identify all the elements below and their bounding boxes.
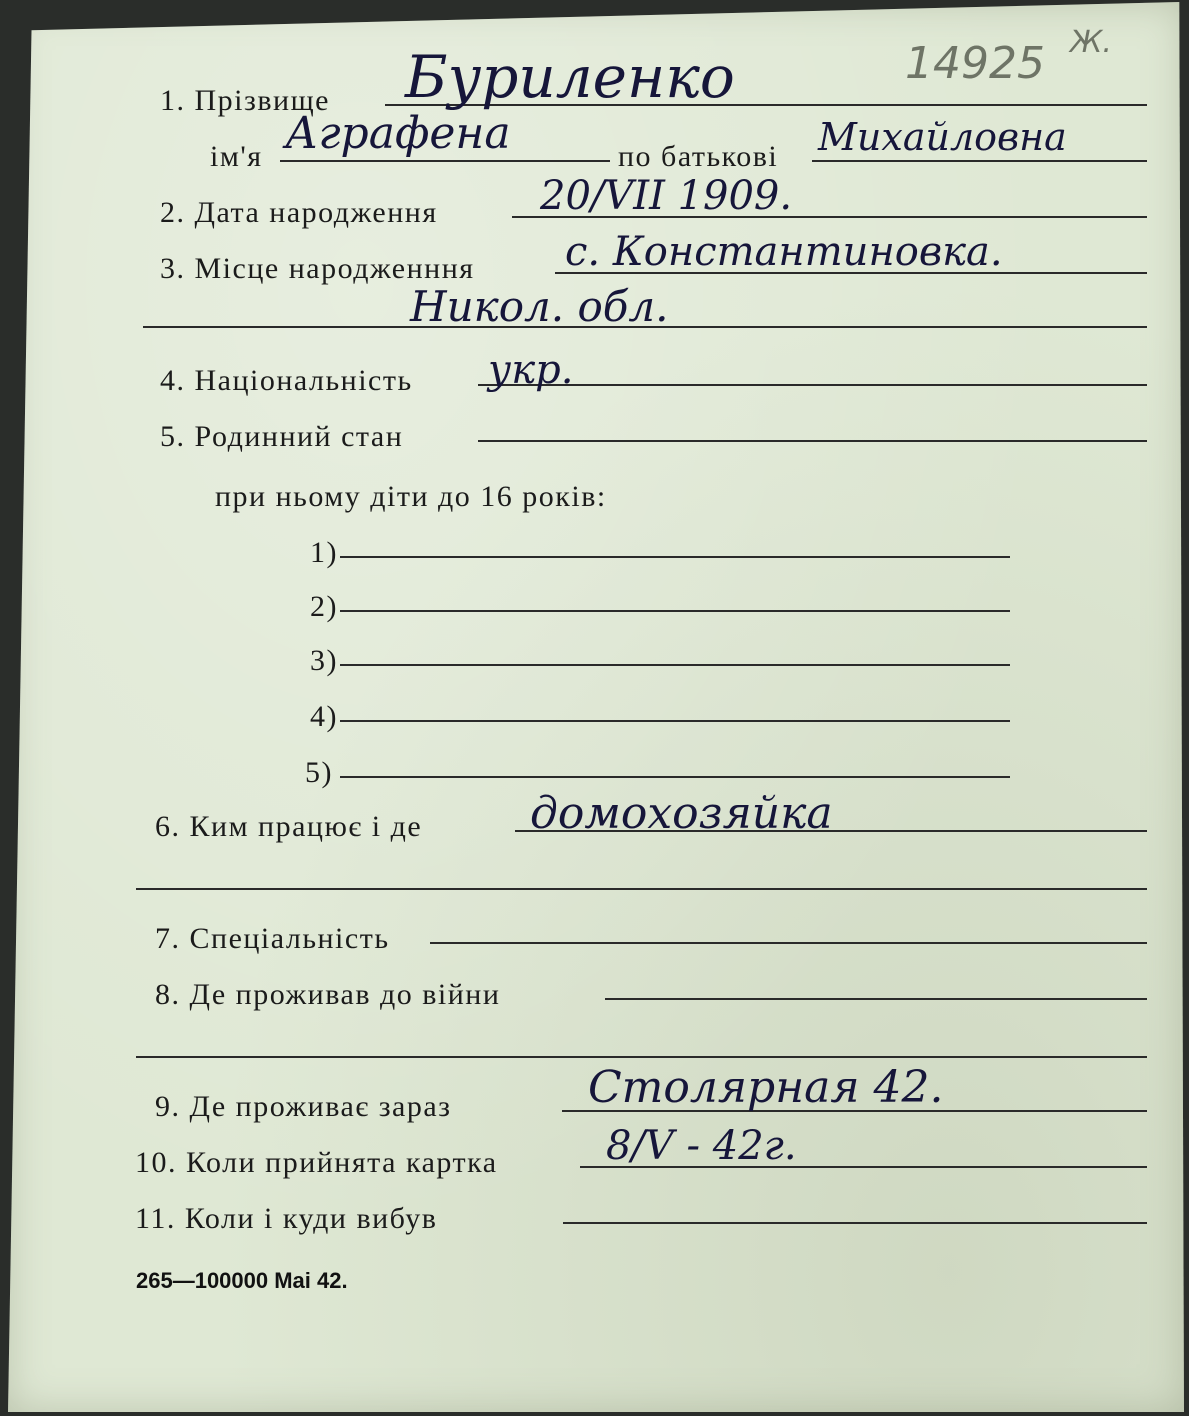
archive-number: 14925 [905, 38, 1045, 89]
hw-name: Аграфена [285, 108, 511, 159]
label-birth-place: 3. Місце народженння [160, 252, 475, 285]
label-prewar-residence: 8. Де проживав до війни [155, 978, 501, 1011]
label-nationality: 4. Національність [160, 364, 413, 397]
hw-occupation: домохозяйка [530, 788, 833, 839]
label-patronymic: по батькові [618, 140, 779, 173]
label-surname: 1. Прізвище [160, 84, 330, 117]
hw-birth-date: 20/VII 1909. [540, 173, 793, 219]
hw-patronymic: Михайловна [818, 115, 1067, 159]
line-child-4 [340, 720, 1010, 722]
line-patronymic [812, 160, 1147, 162]
label-occupation: 6. Ким працює і де [155, 810, 423, 843]
line-child-1 [340, 556, 1010, 558]
label-child-5: 5) [305, 756, 333, 789]
line-occupation-2 [136, 888, 1147, 890]
line-prewar-residence [605, 998, 1147, 1000]
line-prewar-residence-2 [136, 1056, 1147, 1058]
label-current-residence: 9. Де проживає зараз [155, 1090, 452, 1123]
label-children: при ньому діти до 16 років: [215, 480, 607, 513]
hw-current-residence: Столярная 42. [588, 1062, 944, 1113]
line-specialty [430, 942, 1147, 944]
hw-birth-place-2: Никол. обл. [410, 282, 669, 331]
print-code: 265—100000 Mai 42. [136, 1268, 348, 1293]
label-birth-date: 2. Дата народження [160, 196, 438, 229]
archive-suffix: Ж. [1070, 25, 1112, 60]
label-name: ім'я [210, 140, 263, 173]
line-child-2 [340, 610, 1010, 612]
label-card-accepted: 10. Коли прийнята картка [135, 1146, 498, 1179]
hw-card-accepted: 8/V - 42г. [606, 1123, 797, 1169]
hw-surname: Буриленко [405, 43, 735, 111]
label-specialty: 7. Спеціальність [155, 922, 390, 955]
line-departure [563, 1222, 1147, 1224]
hw-birth-place-1: с. Константиновка. [565, 229, 1003, 275]
label-child-3: 3) [310, 644, 338, 677]
line-marital-status [478, 440, 1147, 442]
label-child-1: 1) [310, 536, 338, 569]
line-child-3 [340, 664, 1010, 666]
line-nationality [478, 384, 1147, 386]
label-child-2: 2) [310, 590, 338, 623]
hw-nationality: укр. [488, 347, 574, 393]
label-departure: 11. Коли і куди вибув [135, 1202, 438, 1235]
line-name [280, 160, 610, 162]
label-child-4: 4) [310, 700, 338, 733]
label-marital-status: 5. Родинний стан [160, 420, 404, 453]
line-child-5 [340, 776, 1010, 778]
